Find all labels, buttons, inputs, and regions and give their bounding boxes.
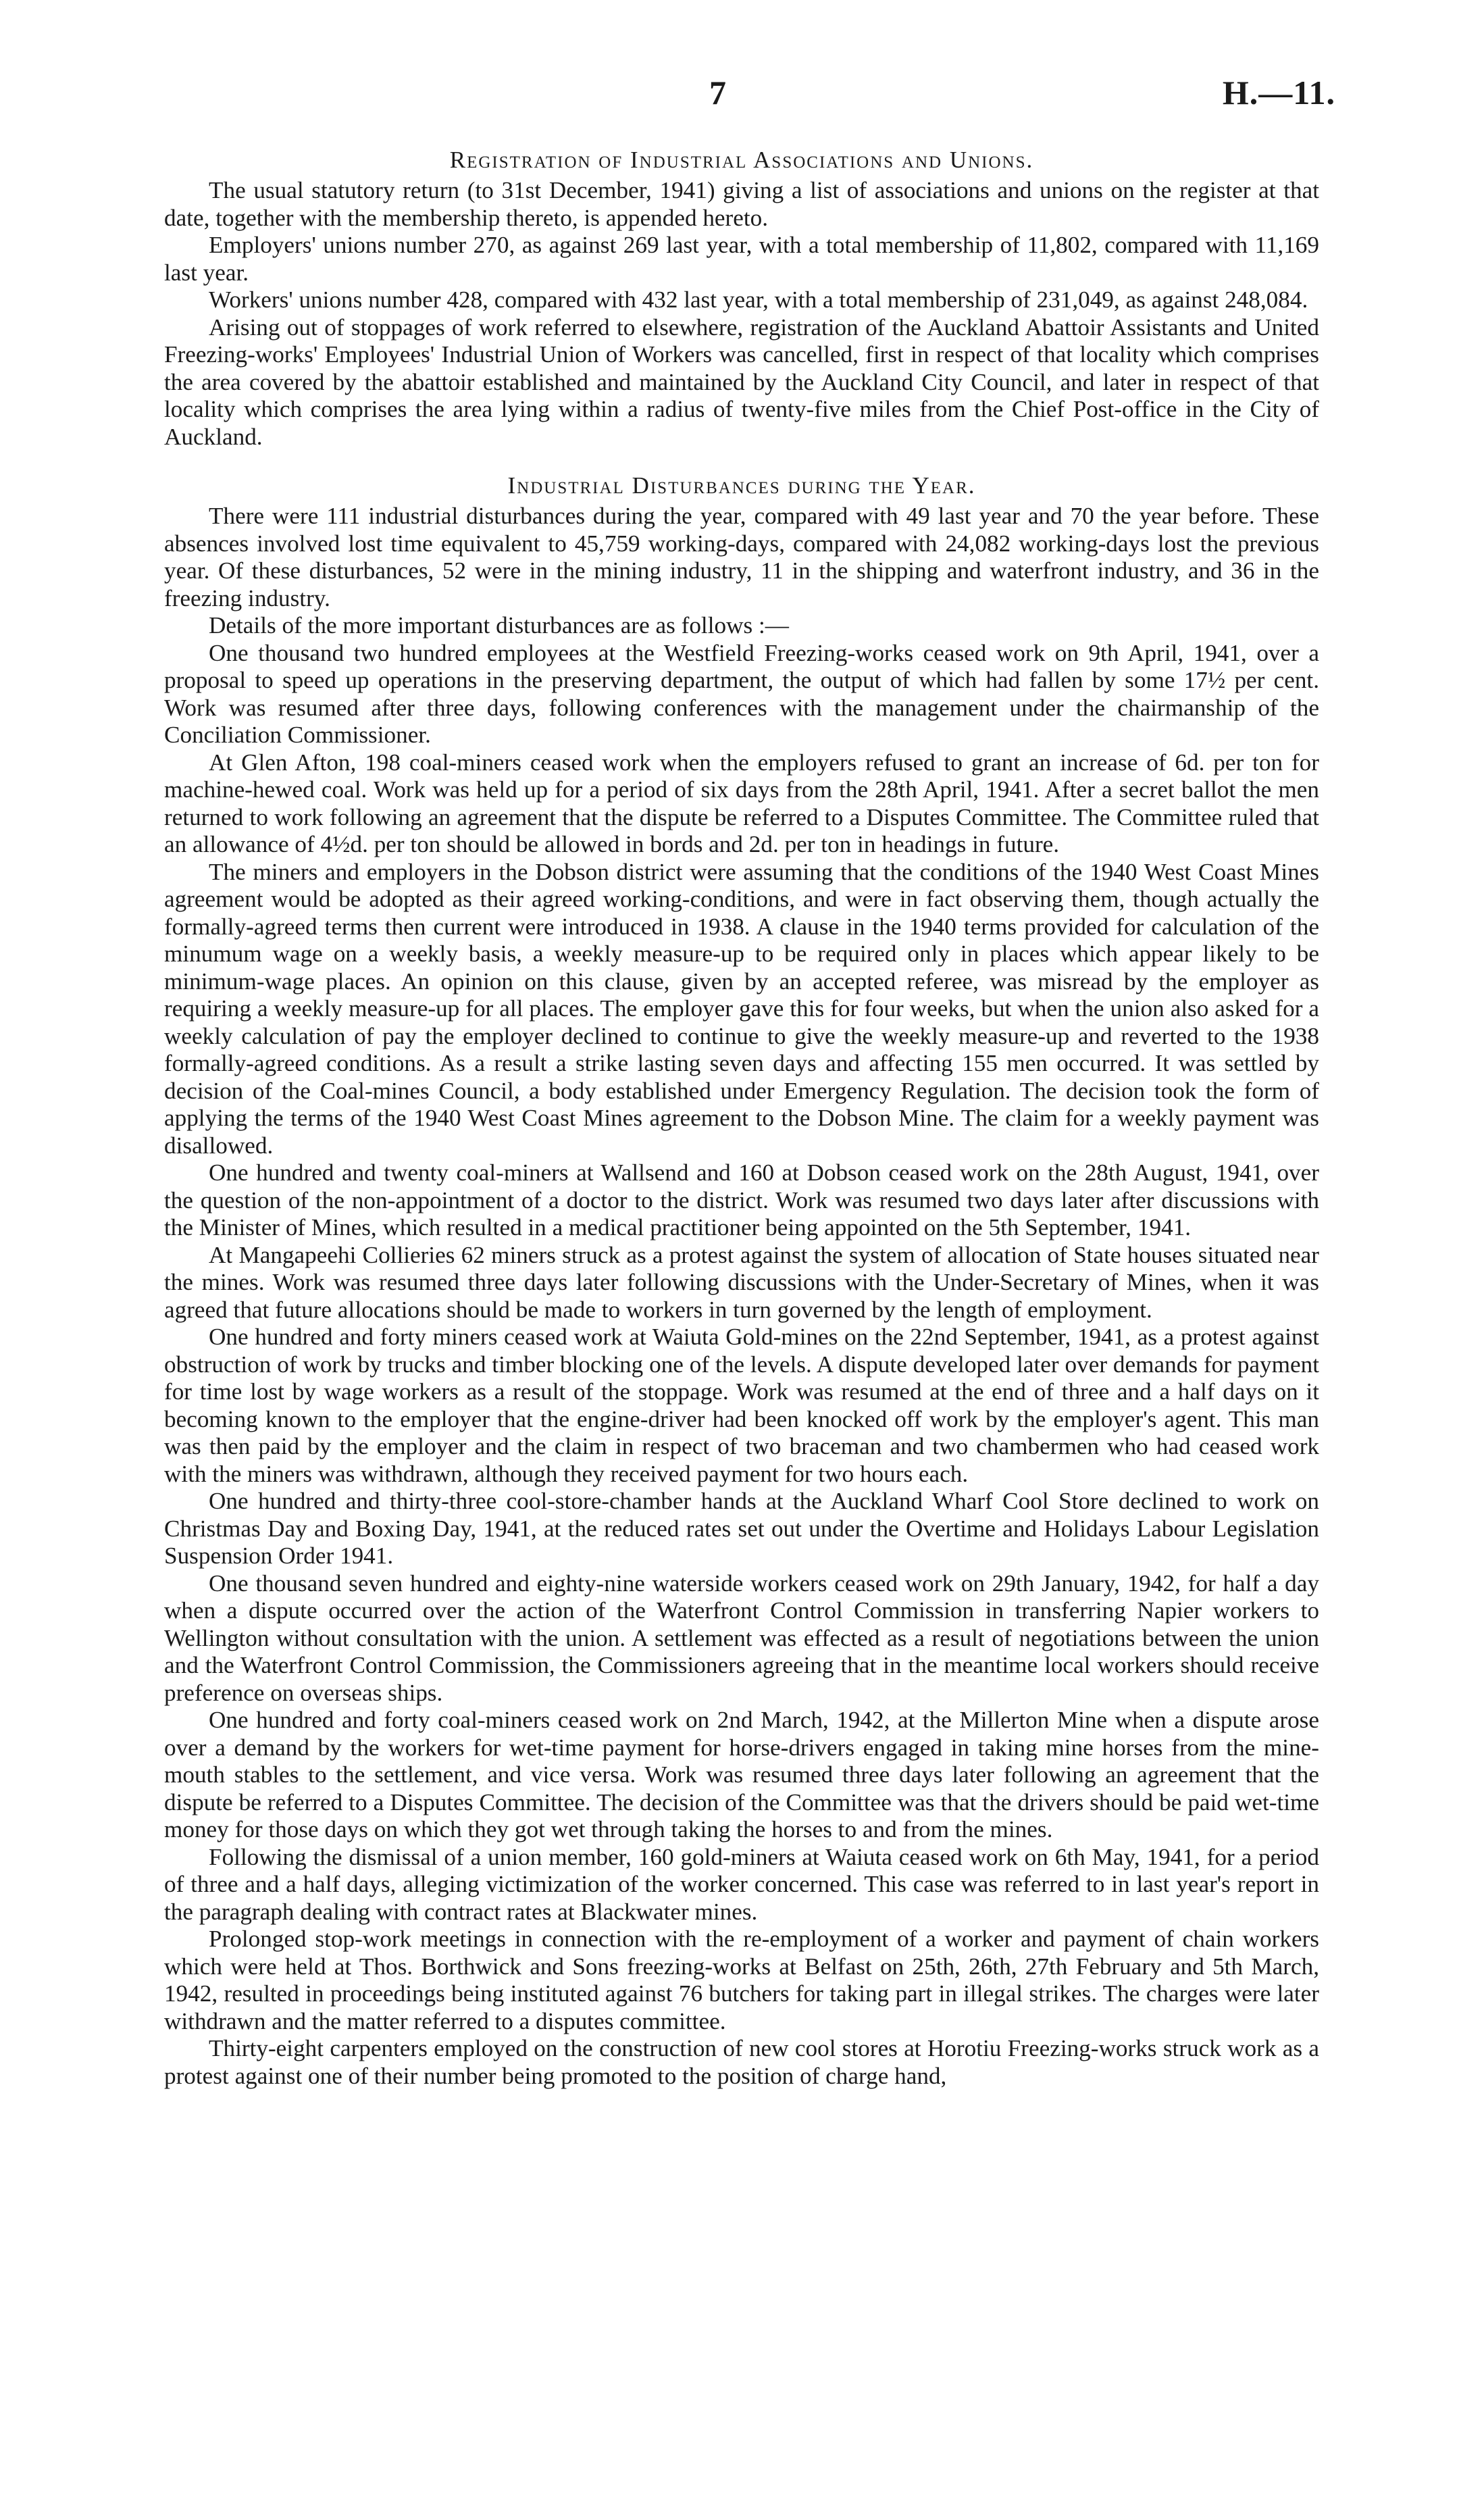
- document-body: [164, 145, 1319, 2090]
- paragraph: One hundred and forty miners ceased work at Waiuta Gold-mines on the 22nd September, 1941, as a protest against obstruction of work by trucks and timber blocking one of the levels. A dispute developed later over demands for payment for time lost by wage workers as a result of the stoppage. Work was resumed at the end of three and a half days on it becoming known to the employer that the engine-driver had been knocked off work by the employer's agent. This man was then paid by the employer and the claim in respect of two braceman and two chambermen who had ceased work with the miners was withdrawn, although they received payment for two hours each.: [164, 1324, 1319, 1487]
- paragraph: Prolonged stop-work meetings in connection with the re-employment of a worker and payment of chain workers which were held at Thos. Borthwick and Sons freezing-works at Belfast on 25th, 26th, 27th February and 5th March, 1942, resulted in proceedings being instituted against 76 butchers for taking part in illegal strikes. The charges were later withdrawn and the matter referred to a disputes committee.: [164, 1926, 1319, 2034]
- section-industrial-disturbances: [164, 471, 1319, 2090]
- paragraph: Thirty-eight carpenters employed on the construction of new cool stores at Horotiu Freezing-works struck work as a protest against one of their number being promoted to the position of charge hand,: [164, 2035, 1319, 2089]
- paragraph: One thousand seven hundred and eighty-nine waterside workers ceased work on 29th January, 1942, for half a day when a dispute occurred over the action of the Waterfront Control Commission in transferring Napier workers to Wellington without consultation with the union. A settlement was effected as a result of negotiations between the union and the Waterfront Control Commission, the Commissioners agreeing that in the meantime local workers should receive preference on overseas ships.: [164, 1570, 1319, 1706]
- paragraph: At Mangapeehi Collieries 62 miners struck as a protest against the system of allocation of State houses situated near the mines. Work was resumed three days later following discussions with the Under-Secretary of Mines, when it was agreed that future allocations should be made to workers in turn governed by the length of employment.: [164, 1241, 1319, 1323]
- paragraph: One thousand two hundred employees at the Westfield Freezing-works ceased work on 9th April, 1941, over a proposal to speed up operations in the preserving department, the output of which had fallen by some 17½ per cent. Work was resumed after three days, following conferences with the management under the chairmanship of the Conciliation Commissioner.: [164, 639, 1319, 748]
- paragraph: The usual statutory return (to 31st December, 1941) giving a list of associations and unions on the register at that date, together with the membership thereto, is appended hereto.: [164, 177, 1319, 231]
- paragraph: Workers' unions number 428, compared with 432 last year, with a total membership of 231,049, as against 248,084.: [209, 286, 1308, 313]
- page-header: [0, 73, 1484, 127]
- paragraph: Employers' unions number 270, as against 269 last year, with a total membership of 11,802, compared with 11,169 last year.: [164, 232, 1319, 286]
- document-reference: H.—11.: [1222, 74, 1335, 111]
- paragraph: The miners and employers in the Dobson district were assuming that the conditions of the 1940 West Coast Mines agreement would be adopted as their agreed working-conditions, and were in fact observing them, though actually the formally-agreed terms then current were introduced in 1938. A clause in the 1940 terms provided for calculation of the minumum wage on a weekly basis, a weekly measure-up to be required only in places which appear likely to be minimum-wage places. An opinion on this clause, given by an accepted referee, was misread by the employer as requiring a weekly measure-up for all places. The employer gave this for four weeks, but when the union also asked for a weekly calculation of pay the employer declined to continue to give the weekly measure-up and reverted to the 1938 formally-agreed conditions. As a result a strike lasting seven days and affecting 155 men occurred. It was settled by decision of the Coal-mines Council, a body established under Emergency Regulation. The decision took the form of applying the terms of the 1940 West Coast Mines agreement to the Dobson Mine. The claim for a weekly payment was disallowed.: [164, 858, 1319, 1159]
- paragraph: Details of the more important disturbances are as follows :—: [209, 612, 789, 638]
- paragraph: One hundred and thirty-three cool-store-chamber hands at the Auckland Wharf Cool Store declined to work on Christmas Day and Boxing Day, 1941, at the reduced rates set out under the Overtime and Holidays Labour Legislation Suspension Order 1941.: [164, 1488, 1319, 1569]
- paragraph: Arising out of stoppages of work referred to elsewhere, registration of the Auckland Abattoir Assistants and United Freezing-works' Employees' Industrial Union of Workers was cancelled, first in respect of that locality which comprises the area covered by the abattoir established and maintained by the Auckland City Council, and later in respect of that locality which comprises the area lying within a radius of twenty-five miles from the Chief Post-office in the City of Auckland.: [164, 314, 1319, 450]
- paragraph: Following the dismissal of a union member, 160 gold-miners at Waiuta ceased work on 6th May, 1941, for a period of three and a half days, alleging victimization of the worker concerned. This case was referred to in last year's report in the paragraph dealing with contract rates at Blackwater mines.: [164, 1843, 1319, 1925]
- section-heading: Registration of Industrial Associations and Unions.: [449, 147, 1034, 173]
- paragraph: There were 111 industrial disturbances during the year, compared with 49 last year and 70 the year before. These absences involved lost time equivalent to 45,759 working-days, compared with 24,082 working-days lost the previous year. Of these disturbances, 52 were in the mining industry, 11 in the shipping and waterfront industry, and 36 in the freezing industry.: [164, 503, 1319, 611]
- paragraph: At Glen Afton, 198 coal-miners ceased work when the employers refused to grant an increase of 6d. per ton for machine-hewed coal. Work was held up for a period of six days from the 28th April, 1941. After a secret ballot the men returned to work following an agreement that the dispute be referred to a Disputes Committee. The Committee ruled that an allowance of 4½d. per ton should be allowed in bords and 2d. per ton in headings in future.: [164, 749, 1319, 857]
- page-number: 7: [709, 74, 726, 111]
- paragraph: One hundred and twenty coal-miners at Wallsend and 160 at Dobson ceased work on the 28th August, 1941, over the question of the non-appointment of a doctor to the district. Work was resumed two days later after discussions with the Minister of Mines, which resulted in a medical practitioner being appointed on the 5th September, 1941.: [164, 1159, 1319, 1241]
- section-heading: Industrial Disturbances during the Year.: [507, 472, 976, 499]
- section-registration: [164, 145, 1319, 451]
- paragraph: One hundred and forty coal-miners ceased work on 2nd March, 1942, at the Millerton Mine when a dispute arose over a demand by the workers for wet-time payment for horse-drivers engaged in taking mine horses from the mine-mouth stables to the settlement, and vice versa. Work was resumed three days later following an agreement that the dispute be referred to a Disputes Committee. The decision of the Committee was that the drivers should be paid wet-time money for those days on which they got wet through taking the horses to and from the mines.: [164, 1707, 1319, 1843]
